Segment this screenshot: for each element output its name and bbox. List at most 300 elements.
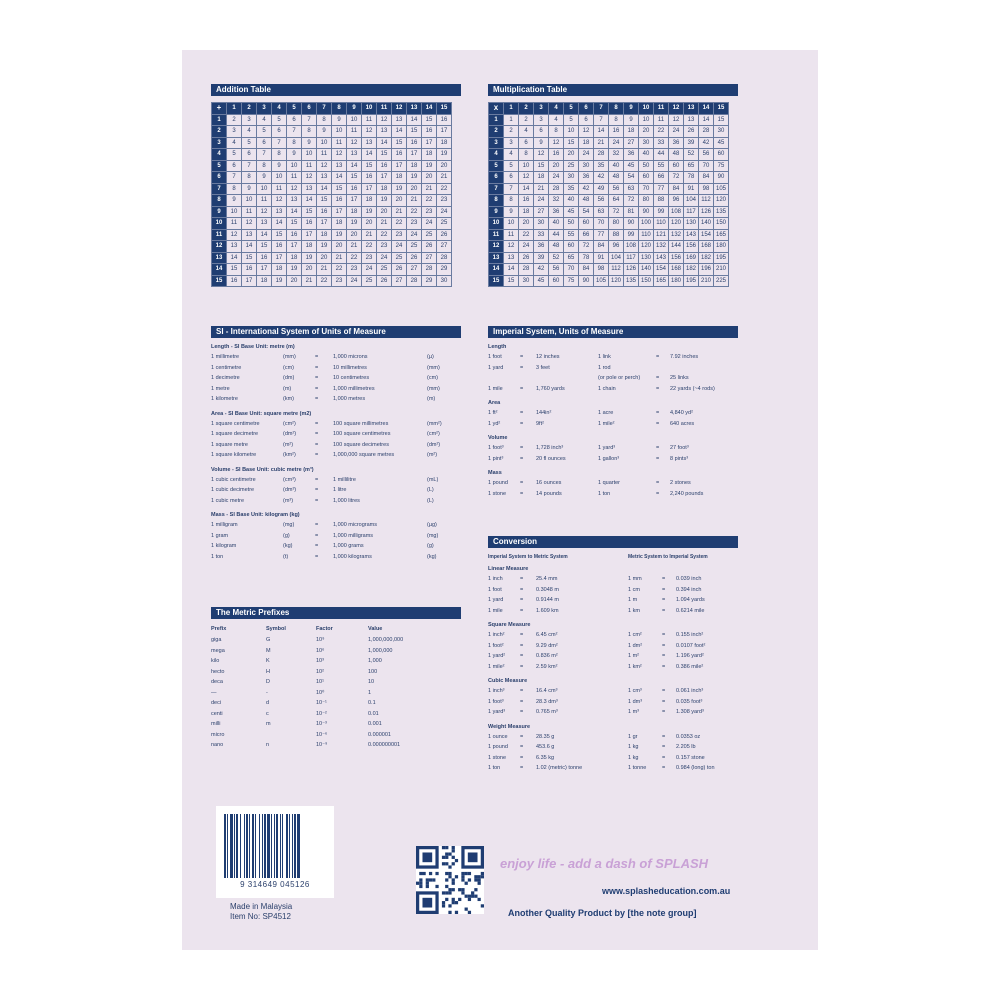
value-cell: 99 — [654, 206, 669, 218]
prefix-row — [211, 677, 461, 688]
cell-text: 1 m² — [628, 653, 639, 659]
value-cell: 30 — [437, 275, 452, 287]
unit-row — [211, 352, 461, 363]
value-cell: 13 — [504, 252, 519, 264]
value-cell: 23 — [377, 241, 392, 253]
cell-text: = — [520, 410, 524, 416]
value-cell: 16 — [549, 149, 564, 161]
cell-text: = — [315, 553, 319, 560]
value-cell: 9 — [302, 137, 317, 149]
header-cell: 9 — [347, 103, 362, 115]
value-cell: 15 — [227, 264, 242, 276]
cell-text: = — [662, 754, 666, 761]
value-cell: 7 — [272, 137, 287, 149]
conversion-row — [488, 763, 738, 774]
cell-text: 10⁻⁶ — [316, 731, 328, 738]
cell-text: 0.061 inch³ — [676, 688, 704, 694]
value-cell: 15 — [287, 218, 302, 230]
group-heading: Mass - SI Base Unit: kilogram (kg) — [211, 512, 300, 518]
cell-text: 1 acre — [598, 410, 614, 416]
value-cell: 3 — [504, 137, 519, 149]
cell-text: = — [656, 354, 660, 360]
unit-row — [211, 496, 461, 507]
table-row — [489, 229, 729, 241]
value-cell: 8 — [227, 183, 242, 195]
value-cell: 30 — [639, 137, 654, 149]
value-cell: 13 — [287, 195, 302, 207]
value-cell: 22 — [654, 126, 669, 138]
value-cell: 7 — [287, 126, 302, 138]
table-row — [212, 172, 452, 184]
cell-text: (L) — [427, 497, 434, 504]
value-cell: 6 — [504, 172, 519, 184]
cell-text: = — [662, 688, 666, 694]
cell-text: (dm³) — [283, 487, 297, 493]
cell-text: 1.02 (metric) tonne — [536, 765, 583, 771]
value-cell: 15 — [272, 229, 287, 241]
value-cell: 72 — [669, 172, 684, 184]
value-cell: 11 — [302, 160, 317, 172]
cell-text: (cm³) — [283, 476, 296, 483]
table-row — [212, 264, 452, 276]
prefixes-body — [211, 635, 461, 751]
multiplication-table-section — [488, 84, 738, 287]
value-cell: 6 — [257, 137, 272, 149]
value-cell: 10 — [242, 195, 257, 207]
header-cell: 4 — [272, 103, 287, 115]
value-cell: 54 — [624, 172, 639, 184]
value-cell: 29 — [422, 275, 437, 287]
value-cell: 19 — [302, 252, 317, 264]
unit-row — [488, 478, 738, 489]
value-cell: 11 — [332, 137, 347, 149]
value-cell: 17 — [392, 160, 407, 172]
cell-text: 1 foot — [488, 586, 502, 593]
header-cell: 8 — [212, 195, 227, 207]
value-cell: 16 — [242, 264, 257, 276]
cell-text: (m) — [427, 396, 436, 402]
header-cell: 7 — [212, 183, 227, 195]
cell-text: 453.6 g — [536, 744, 555, 750]
cell-text: 1,000 microns — [333, 354, 368, 360]
value-cell: 28 — [699, 126, 714, 138]
value-cell: 6 — [272, 126, 287, 138]
value-cell: 18 — [287, 252, 302, 264]
value-cell: 15 — [407, 126, 422, 138]
value-cell: 20 — [519, 218, 534, 230]
value-cell: 11 — [317, 149, 332, 161]
cell-text: m — [266, 721, 271, 727]
cell-text: hecto — [211, 668, 225, 675]
value-cell: 21 — [362, 229, 377, 241]
symbol-col-header: Symbol — [266, 626, 286, 632]
value-cell: 49 — [594, 183, 609, 195]
header-cell: 15 — [489, 275, 504, 287]
cell-text: 144in² — [536, 410, 552, 416]
unit-row — [488, 419, 738, 430]
cell-text: (mg) — [283, 522, 295, 528]
value-cell: 7 — [504, 183, 519, 195]
unit-row — [211, 394, 461, 405]
table-row — [489, 137, 729, 149]
value-cell: 17 — [332, 206, 347, 218]
prefix-row — [211, 730, 461, 741]
unit-row — [211, 429, 461, 440]
value-cell: 14 — [287, 206, 302, 218]
value-cell: 21 — [302, 275, 317, 287]
cell-text: (cm²) — [427, 431, 440, 437]
value-cell: 15 — [377, 149, 392, 161]
cell-text: 1 cm³ — [628, 688, 642, 694]
value-cell: 39 — [684, 137, 699, 149]
value-cell: 6 — [227, 160, 242, 172]
cell-text: 1 mile² — [488, 663, 505, 670]
value-cell: 27 — [624, 137, 639, 149]
value-cell: 56 — [609, 183, 624, 195]
value-cell: 28 — [407, 275, 422, 287]
value-cell: 16 — [287, 229, 302, 241]
value-cell: 12 — [287, 183, 302, 195]
header-cell: 13 — [489, 252, 504, 264]
cell-text: 1,000 milligrams — [333, 532, 374, 539]
value-cell: 150 — [714, 218, 729, 230]
value-cell: 9 — [317, 126, 332, 138]
cell-text: (g) — [283, 532, 290, 539]
cell-text: 27 foot³ — [670, 445, 689, 451]
value-cell: 120 — [609, 275, 624, 287]
header-cell: 1 — [227, 103, 242, 115]
group-heading: Mass — [488, 470, 502, 476]
cell-text: 100 — [368, 668, 378, 675]
value-cell: 20 — [437, 160, 452, 172]
value-cell: 154 — [654, 264, 669, 276]
group-heading: Square Measure — [488, 622, 531, 628]
value-cell: 20 — [302, 264, 317, 276]
cell-text: (L) — [427, 487, 434, 493]
cell-text: = — [315, 364, 319, 371]
cell-text: 0.001 — [368, 721, 382, 727]
cell-text: = — [662, 653, 666, 659]
cell-text: = — [656, 420, 660, 427]
value-cell: 3 — [242, 114, 257, 126]
value-cell: 42 — [534, 264, 549, 276]
value-cell: 15 — [317, 195, 332, 207]
cell-text: = — [520, 765, 524, 771]
cell-text: = — [662, 607, 666, 614]
cell-text: mega — [211, 647, 225, 654]
value-cell: 18 — [519, 206, 534, 218]
value-cell: 9 — [257, 172, 272, 184]
value-cell: 8 — [504, 195, 519, 207]
operator-cell: x — [489, 103, 504, 115]
value-cell: 24 — [407, 229, 422, 241]
si-body — [211, 344, 461, 562]
value-cell: 13 — [242, 229, 257, 241]
value-cell: 9 — [534, 137, 549, 149]
table-row — [212, 229, 452, 241]
si-section — [211, 326, 461, 562]
cell-text: 1,000 — [368, 658, 382, 664]
header-cell: 14 — [212, 264, 227, 276]
value-cell: 72 — [579, 241, 594, 253]
cell-text: (mm) — [427, 364, 440, 371]
value-cell: 4 — [549, 114, 564, 126]
value-cell: 19 — [377, 195, 392, 207]
cell-text: c — [266, 710, 269, 717]
unit-row — [488, 443, 738, 454]
cell-text: 0.000000001 — [368, 742, 401, 748]
value-cell: 18 — [534, 172, 549, 184]
unit-row — [211, 485, 461, 496]
conversion-row — [488, 630, 738, 641]
value-cell: 35 — [564, 183, 579, 195]
table-row — [212, 149, 452, 161]
value-cell: 17 — [242, 275, 257, 287]
header-cell: 15 — [212, 275, 227, 287]
cell-text: = — [315, 476, 319, 483]
cell-text: 1 pound — [488, 744, 508, 750]
value-cell: 196 — [699, 264, 714, 276]
value-cell: 6 — [519, 137, 534, 149]
value-cell: 17 — [317, 218, 332, 230]
cell-text: = — [520, 688, 524, 694]
value-cell: 25 — [392, 252, 407, 264]
value-cell: 12 — [579, 126, 594, 138]
prefixes-header-row — [211, 623, 461, 635]
cell-text: (kg) — [427, 553, 437, 560]
table-row — [489, 183, 729, 195]
cell-text: 1 link — [598, 354, 611, 360]
value-cell: 165 — [714, 229, 729, 241]
value-cell: 45 — [534, 275, 549, 287]
value-cell: 15 — [714, 114, 729, 126]
value-cell: 12 — [377, 114, 392, 126]
value-cell: 26 — [377, 275, 392, 287]
value-cell: 80 — [639, 195, 654, 207]
value-cell: 13 — [227, 241, 242, 253]
header-cell: 14 — [489, 264, 504, 276]
value-cell: 56 — [549, 264, 564, 276]
value-cell: 21 — [377, 218, 392, 230]
cell-text: 1 ton — [211, 553, 224, 560]
value-cell: 100 — [639, 218, 654, 230]
value-cell: 9 — [227, 195, 242, 207]
value-cell: 24 — [437, 206, 452, 218]
cell-text: 1 mile — [488, 385, 503, 392]
value-cell: 6 — [287, 114, 302, 126]
value-cell: 17 — [347, 195, 362, 207]
cell-text: 1,760 yards — [536, 385, 565, 392]
table-row — [489, 218, 729, 230]
value-cell: 55 — [564, 229, 579, 241]
conversion-row — [488, 641, 738, 652]
value-cell: 36 — [549, 206, 564, 218]
value-cell: 26 — [684, 126, 699, 138]
table-row — [212, 160, 452, 172]
value-cell: 105 — [714, 183, 729, 195]
value-cell: 44 — [549, 229, 564, 241]
value-cell: 29 — [437, 264, 452, 276]
cell-text: = — [315, 354, 319, 360]
value-cell: 9 — [504, 206, 519, 218]
cell-text: = — [656, 385, 660, 392]
header-cell: 1 — [489, 114, 504, 126]
conversion-row — [488, 662, 738, 673]
conversion-row — [488, 686, 738, 697]
value-cell: 27 — [422, 252, 437, 264]
splash-tagline: enjoy life - add a dash of SPLASH — [500, 856, 709, 871]
value-cell: 78 — [579, 252, 594, 264]
conversion-row — [488, 753, 738, 764]
table-row — [212, 218, 452, 230]
value-cell: 104 — [609, 252, 624, 264]
value-cell: 9 — [287, 149, 302, 161]
conversion-row — [488, 574, 738, 585]
value-cell: 60 — [579, 218, 594, 230]
header-cell: 11 — [212, 229, 227, 241]
cell-text: M — [266, 647, 271, 654]
multiplication-table-title: Multiplication Table — [488, 84, 738, 96]
cell-text: 22 yards (~4 rods) — [670, 385, 715, 392]
cell-text: 1 quarter — [598, 480, 621, 486]
value-cell: 14 — [257, 229, 272, 241]
value-cell: 10 — [227, 206, 242, 218]
value-cell: 14 — [332, 172, 347, 184]
value-cell: 45 — [624, 160, 639, 172]
cell-text: = — [520, 480, 524, 486]
value-cell: 17 — [377, 172, 392, 184]
website-url: www.splasheducation.com.au — [602, 886, 731, 896]
value-cell: 17 — [302, 229, 317, 241]
cell-text: = — [656, 455, 660, 462]
value-cell: 28 — [422, 264, 437, 276]
value-cell: 8 — [242, 172, 257, 184]
value-cell: 42 — [594, 172, 609, 184]
value-cell: 10 — [287, 160, 302, 172]
value-cell: 19 — [392, 183, 407, 195]
unit-row — [211, 531, 461, 542]
value-cell: 99 — [624, 229, 639, 241]
value-cell: 27 — [534, 206, 549, 218]
cell-text: 1 — [368, 689, 372, 696]
value-cell: 16 — [257, 252, 272, 264]
value-cell: 17 — [287, 241, 302, 253]
value-cell: 84 — [594, 241, 609, 253]
value-cell: 20 — [392, 195, 407, 207]
cell-text: = — [315, 396, 319, 402]
value-cell: 12 — [272, 195, 287, 207]
cell-text: (mL) — [427, 476, 439, 483]
value-cell: 17 — [257, 264, 272, 276]
cell-text: (cm²) — [283, 420, 296, 427]
cell-text: = — [662, 698, 666, 705]
header-cell: 6 — [579, 103, 594, 115]
cell-text: 0.984 (long) ton — [676, 765, 715, 771]
value-cell: 42 — [579, 183, 594, 195]
value-cell: 117 — [684, 206, 699, 218]
value-cell: 140 — [639, 264, 654, 276]
cell-text: 1 gallon³ — [598, 455, 620, 462]
value-cell: 25 — [437, 218, 452, 230]
prefix-row — [211, 719, 461, 730]
cell-text: (kg) — [283, 543, 293, 549]
value-cell: 14 — [272, 218, 287, 230]
table-row — [489, 160, 729, 172]
cell-text: 7.92 inches — [670, 354, 699, 360]
value-cell: 21 — [392, 206, 407, 218]
cell-text: (km) — [283, 396, 294, 402]
value-cell: 48 — [549, 241, 564, 253]
value-cell: 8 — [549, 126, 564, 138]
cell-text: giga — [211, 637, 222, 643]
cell-text: 10 — [368, 679, 375, 685]
value-cell: 64 — [609, 195, 624, 207]
cell-text: 28.3 dm³ — [536, 698, 558, 705]
value-cell: 132 — [654, 241, 669, 253]
cell-text: (cm) — [427, 375, 438, 381]
unit-row — [211, 440, 461, 451]
value-cell: 70 — [699, 160, 714, 172]
header-cell: 6 — [212, 172, 227, 184]
cell-text: 10⁹ — [316, 637, 325, 643]
value-cell: 4 — [519, 126, 534, 138]
value-cell: 30 — [579, 160, 594, 172]
value-cell: 2 — [227, 114, 242, 126]
value-cell: 28 — [519, 264, 534, 276]
table-row — [489, 275, 729, 287]
value-cell: 8 — [519, 149, 534, 161]
cell-text: = — [662, 642, 666, 649]
value-cell: 120 — [639, 241, 654, 253]
value-cell: 16 — [302, 218, 317, 230]
value-cell: 35 — [594, 160, 609, 172]
value-cell: 32 — [609, 149, 624, 161]
cell-text: = — [520, 385, 524, 392]
value-cell: 24 — [377, 252, 392, 264]
table-row — [489, 149, 729, 161]
value-cell: 20 — [549, 160, 564, 172]
value-cell: 19 — [332, 229, 347, 241]
header-cell: 13 — [407, 103, 422, 115]
header-cell: 7 — [489, 183, 504, 195]
cell-text: deci — [211, 700, 222, 706]
cell-text: = — [520, 455, 524, 462]
cell-text: (dm) — [283, 375, 295, 381]
value-cell: 22 — [422, 195, 437, 207]
cell-text: = — [662, 765, 666, 771]
value-cell: 18 — [302, 241, 317, 253]
value-cell: 126 — [699, 206, 714, 218]
value-cell: 3 — [227, 126, 242, 138]
table-row — [212, 137, 452, 149]
value-cell: 13 — [302, 183, 317, 195]
table-row — [489, 126, 729, 138]
value-cell: 15 — [332, 183, 347, 195]
cell-text: 1 cm² — [628, 632, 642, 638]
prefix-row — [211, 740, 461, 751]
cell-text: 1,000,000,000 — [368, 637, 404, 643]
cell-text: 1 yard³ — [598, 445, 616, 451]
unit-row — [211, 552, 461, 563]
cell-text: 1.094 yards — [676, 597, 705, 603]
cell-text: 0.039 inch — [676, 576, 702, 582]
prefix-row — [211, 667, 461, 678]
cell-text: 1,000,000 square metres — [333, 452, 395, 458]
value-cell: 7 — [302, 114, 317, 126]
cell-text: 1 stone — [488, 754, 507, 761]
value-cell: 24 — [579, 149, 594, 161]
value-cell: 98 — [594, 264, 609, 276]
